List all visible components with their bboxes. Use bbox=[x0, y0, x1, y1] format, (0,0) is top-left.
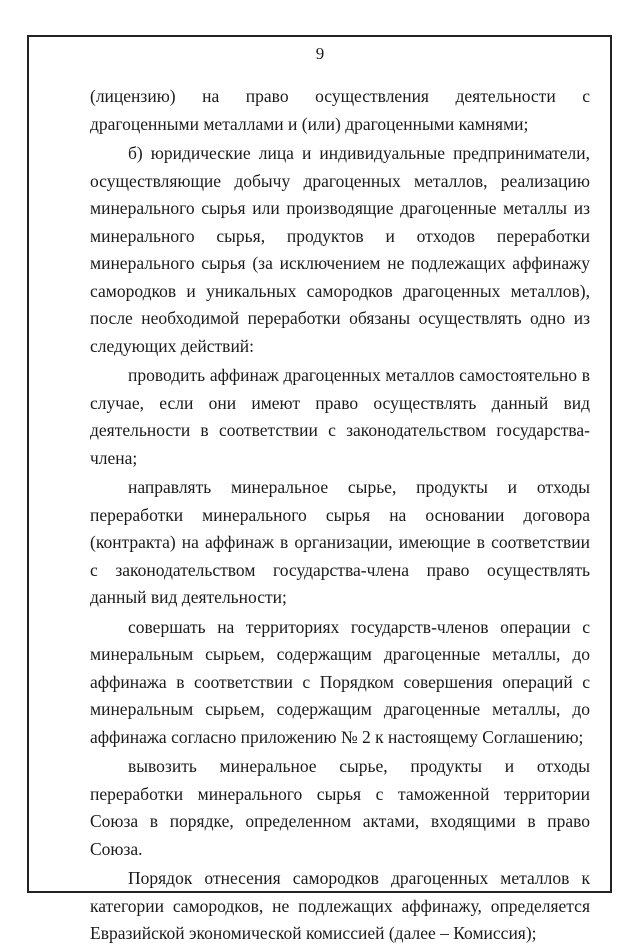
paragraph-nuggets-commission: Порядок отнесения самородков драгоценных металлов к категории самородков, не подлежащих аффинажу, определяется Евразийской экономической комиссией (далее – Комиссия); bbox=[90, 868, 590, 943]
page-number: 9 bbox=[315, 44, 325, 63]
paragraph-refining-self: проводить аффинаж драгоценных металлов самостоятельно в случае, если они имеют право осуществлять данный вид деятельности в соответствии с законодательством государства-члена; bbox=[90, 365, 590, 468]
paragraph-export: вывозить минеральное сырье, продукты и отходы переработки минерального сырья с таможенной территории Союза в порядке, определенном актами, входящими в право Союза. bbox=[90, 756, 590, 859]
paragraph-license-continuation: (лицензию) на право осуществления деятельности с драгоценными металлами и (или) драгоценными камнями; bbox=[90, 86, 590, 134]
document-body bbox=[90, 83, 590, 950]
paragraph-refining-contract: направлять минеральное сырье, продукты и отходы переработки минерального сырья на основании договора (контракта) на аффинаж в организации, имеющие в соответствии с законодательством государства-члена право осуществлять данный вид деятельности; bbox=[90, 477, 590, 607]
paragraph-legal-entities: б) юридические лица и индивидуальные предприниматели, осуществляющие добычу драгоценных металлов, реализацию минерального сырья или производящие драгоценные металлы из минерального сырья, продуктов и отходов переработки минерального сырья (за исключением не подлежащих аффинажу самородков и уникальных самородков драгоценных металлов), после необходимой переработки обязаны осуществлять одно из следующих действий: bbox=[90, 143, 590, 356]
paragraph-operations: совершать на территориях государств-членов операции с минеральным сырьем, содержащим драгоценные металлы, до аффинажа в соответствии с Порядком совершения операций с минеральным сырьем, содержащим драгоценные металлы, до аффинажа согласно приложению № 2 к настоящему Соглашению; bbox=[90, 616, 590, 747]
